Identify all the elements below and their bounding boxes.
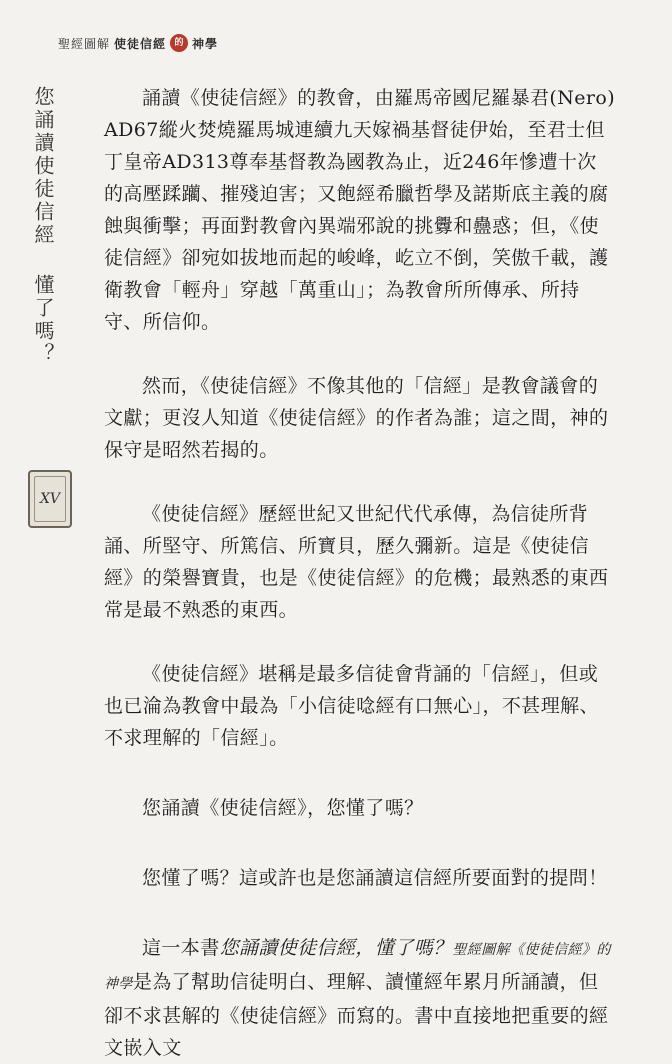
paragraph-7 [104,932,616,1064]
paragraph-1: 誦讀《使徒信經》的教會，由羅馬帝國尼羅暴君(Nero) AD67縱火焚燒羅馬城連續九天嫁禍基督徒伊始，至君士但丁皇帝AD313尊奉基督教為國教為止，近246年慘遭十次的高壓蹂躪、摧殘迫害；又飽經希臘哲學及諾斯底主義的腐蝕與衝擊；再面對教會內異端邪說的挑釁和蠱惑；但，《使徒信經》卻宛如拔地而起的峻峰，屹立不倒，笑傲千載，護衛教會「輕舟」穿越「萬重山」；為教會所所傳承、所持守、所信仰。 [104,87,616,333]
question-line: 您誦讀《使徒信經》，您懂了嗎？ [142,797,424,819]
header-subject: 神學 [192,36,219,51]
paragraph-2: 然而，《使徒信經》不像其他的「信經」是教會議會的文獻；更沒人知道《使徒信經》的作者為誰；這之間，神的保守是昭然若揭的。 [104,375,609,461]
header-title: 使徒信經 [114,36,167,51]
running-header [58,34,218,52]
paragraph-4: 《使徒信經》堪稱是最多信徒會背誦的「信經」，但或也已淪為教會中最為「小信徒唸經有口無心」，不甚理解、不求理解的「信經」。 [104,663,599,749]
p7-book-subtitle: 聖經圖解《使徒信經》的神學 [104,942,611,992]
header-badge: 的 [170,34,188,52]
p7-rest: 是為了幫助信徒明白、理解、讀懂經年累月所誦讀，但卻不求甚解的《使徒信經》而寫的。書中直接地把重要的經文嵌入文 [104,971,609,1059]
paragraph-3: 《使徒信經》歷經世紀又世紀代代承傳，為信徒所背誦、所堅守、所篤信、所寶貝，歷久彌新。這是《使徒信經》的榮譽寶貴，也是《使徒信經》的危機；最熟悉的東西常是最不熟悉的東西。 [104,503,609,621]
body-text [104,82,616,1064]
p7-lead: 這一本書 [142,937,220,959]
p7-book-title: 您誦讀使徒信經，懂了嗎？ [219,937,453,959]
header-series: 聖經圖解 [58,36,111,51]
page-number [28,470,72,528]
page-number-label: XV [39,491,61,507]
side-title: 您誦讀使徒信經 懂了嗎？ [31,86,55,366]
reflection-line: 您懂了嗎？這或許也是您誦讀這信經所要面對的提問！ [142,867,608,889]
